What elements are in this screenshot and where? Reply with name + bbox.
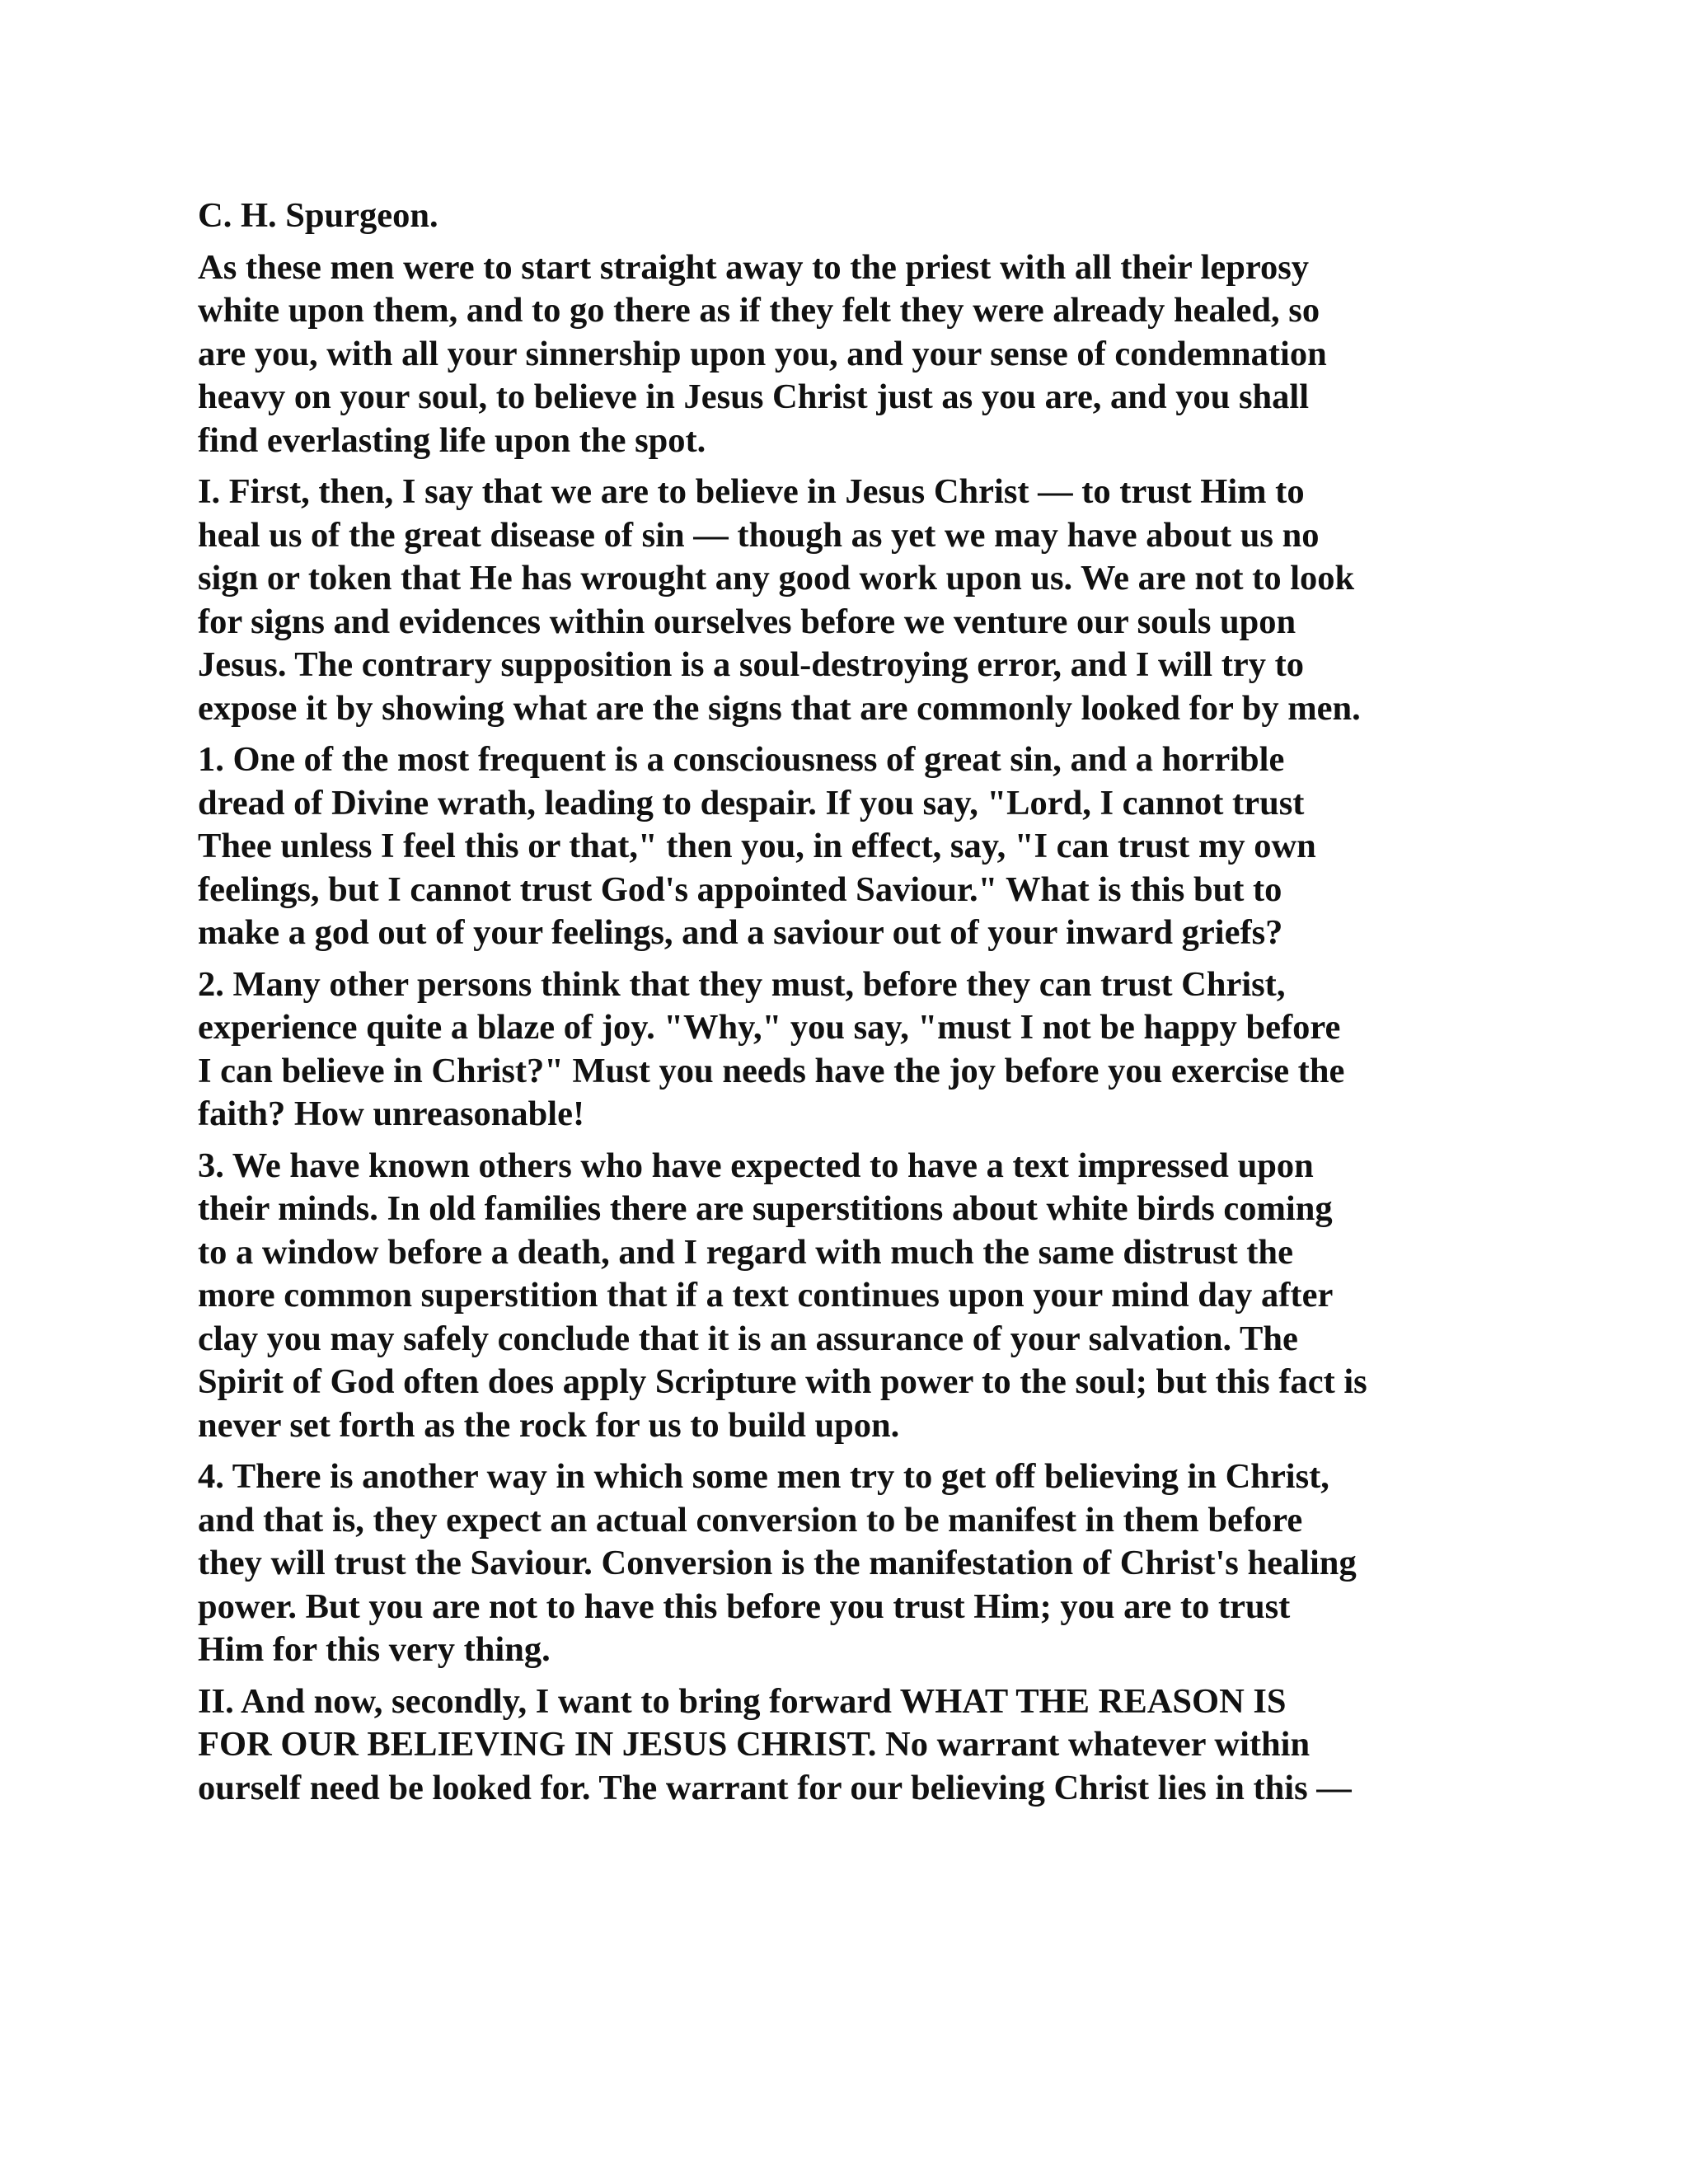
paragraph-point-two [198, 1680, 1500, 1811]
text-line: they will trust the Saviour. Conversion is the manifestation of Christ's healing [198, 1544, 1357, 1582]
paragraph-sign-four [198, 1455, 1500, 1672]
text-line: to a window before a death, and I regard with much the same distrust the [198, 1232, 1293, 1272]
body-text [198, 194, 1500, 1818]
text-line: make a god out of your feelings, and a saviour out of your inward griefs? [198, 913, 1283, 952]
text-line: 2. Many other persons think that they must, before they can trust Christ, [198, 964, 1286, 1004]
text-line: heal us of the great disease of sin — though as yet we may have about us no [198, 515, 1320, 555]
text-line: ourself need be looked for. The warrant for our believing Christ lies in this — [198, 1768, 1352, 1807]
text-line: expose it by showing what are the signs that are commonly looked for by men. [198, 688, 1361, 728]
text-line: never set forth as the rock for us to build upon. [198, 1405, 900, 1445]
text-line: sign or token that He has wrought any good work upon us. We are not to look [198, 559, 1355, 598]
text-line: are you, with all your sinnership upon you, and your sense of condemnation [198, 334, 1327, 373]
text-line: for signs and evidences within ourselves before we venture our souls upon [198, 602, 1296, 641]
author-line [198, 194, 1500, 238]
text-line: Spirit of God often does apply Scripture with power to the soul; but this fact is [198, 1362, 1367, 1401]
text-line: faith? How unreasonable! [198, 1094, 585, 1133]
text-line: clay you may safely conclude that it is an assurance of your salvation. The [198, 1319, 1298, 1358]
paragraph-sign-one [198, 738, 1500, 955]
text-line: As these men were to start straight away to the priest with all their leprosy [198, 247, 1309, 287]
text-line: find everlasting life upon the spot. [198, 420, 706, 460]
text-line: feelings, but I cannot trust God's appointed Saviour." What is this but to [198, 869, 1282, 909]
text-line: heavy on your soul, to believe in Jesus Christ just as you are, and you shall [198, 377, 1310, 416]
text-line: II. And now, secondly, I want to bring forward WHAT THE REASON IS [198, 1681, 1287, 1721]
text-line: experience quite a blaze of joy. "Why," you say, "must I not be happy before [198, 1008, 1341, 1047]
text-line: FOR OUR BELIEVING IN JESUS CHRIST. No warrant whatever within [198, 1725, 1311, 1764]
text-line: Him for this very thing. [198, 1630, 551, 1669]
text-line: I. First, then, I say that we are to believe in Jesus Christ — to trust Him to [198, 472, 1305, 511]
text-line: more common superstition that if a text continues upon your mind day after [198, 1276, 1334, 1315]
text-line: white upon them, and to go there as if they felt they were already healed, so [198, 291, 1320, 330]
paragraph-sign-three [198, 1145, 1500, 1448]
text-line: power. But you are not to have this before you trust Him; you are to trust [198, 1586, 1291, 1626]
text-line: and that is, they expect an actual conversion to be manifest in them before [198, 1500, 1303, 1540]
text-line: 3. We have known others who have expected to have a text impressed upon [198, 1146, 1314, 1185]
paragraph-point-one [198, 471, 1500, 730]
author-name: C. H. Spurgeon. [198, 196, 438, 235]
text-line: Jesus. The contrary supposition is a soul-destroying error, and I will try to [198, 645, 1305, 684]
text-line: their minds. In old families there are superstitions about white birds coming [198, 1189, 1333, 1228]
text-line: Thee unless I feel this or that," then you, in effect, say, "I can trust my own [198, 827, 1316, 865]
text-line: dread of Divine wrath, leading to despair. If you say, "Lord, I cannot trust [198, 783, 1305, 823]
text-line: 1. One of the most frequent is a consciousness of great sin, and a horrible [198, 740, 1285, 779]
paragraph-sign-two [198, 963, 1500, 1137]
paragraph-intro [198, 246, 1500, 463]
text-line: 4. There is another way in which some men try to get off believing in Christ, [198, 1457, 1329, 1496]
text-line: I can believe in Christ?" Must you needs have the joy before you exercise the [198, 1051, 1345, 1090]
